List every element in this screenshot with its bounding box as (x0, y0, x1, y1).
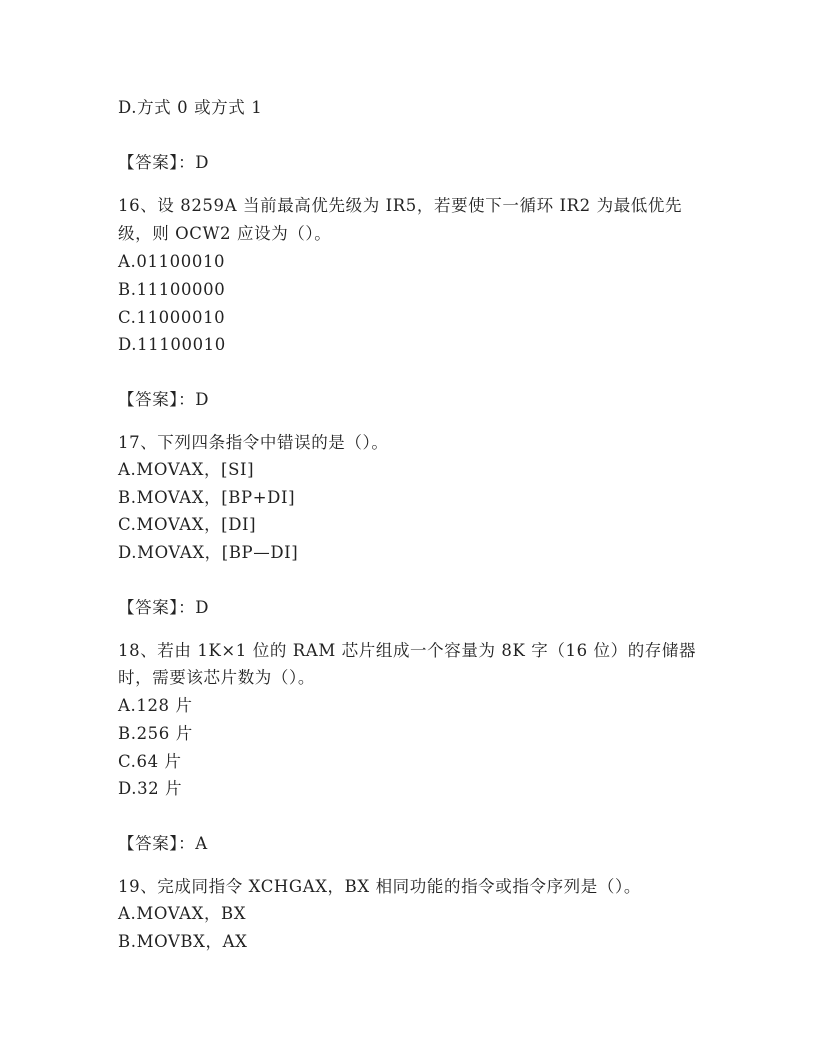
q16-answer: 【答案】：D (118, 390, 210, 409)
q19-option-b: B.MOVBX，AX (118, 932, 248, 951)
q18-option-c: C.64 片 (118, 752, 182, 771)
q17-option-b: B.MOVAX，[BP+DI] (118, 488, 296, 507)
q18-option-b: B.256 片 (118, 724, 193, 743)
q15-answer: 【答案】：D (118, 153, 210, 172)
q19-stem-line1: 19、完成同指令 XCHGAX，BX 相同功能的指令或指令序列是（）。 (118, 877, 641, 896)
q17-stem-line1: 17、下列四条指令中错误的是（）。 (118, 433, 389, 452)
q17-option-d: D.MOVAX，[BP—DI] (118, 543, 299, 562)
q17-answer: 【答案】：D (118, 598, 210, 617)
q15-option-d: D.方式 0 或方式 1 (118, 98, 263, 117)
q18-answer: 【答案】：A (118, 834, 208, 853)
q17-option-c: C.MOVAX，[DI] (118, 515, 257, 534)
q16-option-a: A.01100010 (118, 252, 226, 271)
q16-option-b: B.11100000 (118, 280, 226, 299)
q18-stem-line2: 时，需要该芯片数为（）。 (118, 668, 315, 687)
q18-stem-line1: 18、若由 1K×1 位的 RAM 芯片组成一个容量为 8K 字（16 位）的存储器 (118, 641, 697, 660)
q18-option-d: D.32 片 (118, 779, 183, 798)
q18-option-a: A.128 片 (118, 696, 193, 715)
q16-stem-line2: 级，则 OCW2 应设为（）。 (118, 224, 332, 243)
q17-option-a: A.MOVAX，[SI] (118, 460, 255, 479)
q16-option-c: C.11000010 (118, 308, 226, 327)
q19-option-a: A.MOVAX，BX (118, 904, 247, 923)
q16-option-d: D.11100010 (118, 335, 226, 354)
q16-stem-line1: 16、设 8259A 当前最高优先级为 IR5，若要使下一循环 IR2 为最低优先 (118, 196, 683, 215)
